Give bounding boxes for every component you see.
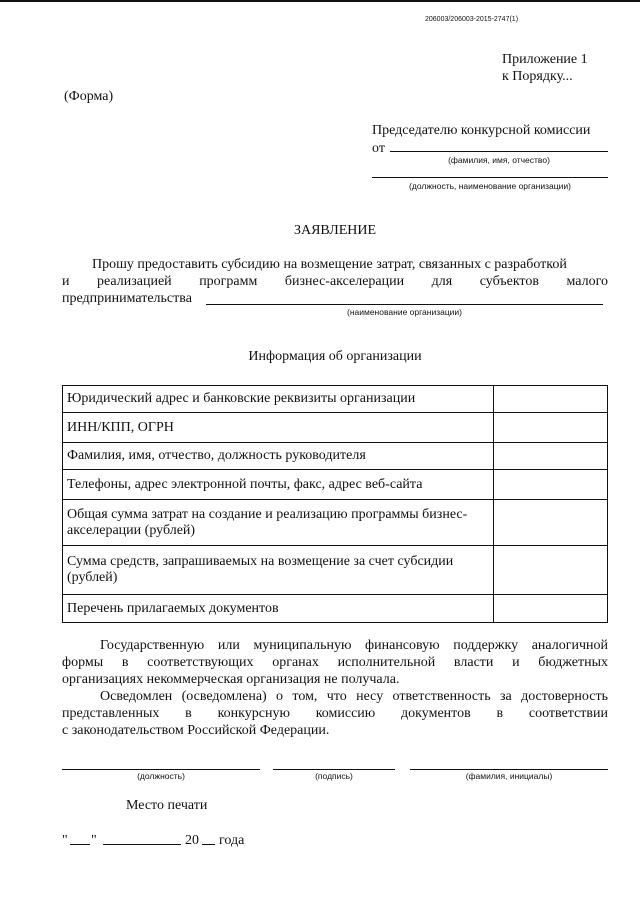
date-quote-close: " (91, 833, 97, 848)
appendix-line-2: к Порядку... (502, 69, 573, 84)
organization-field-line (206, 289, 603, 305)
organization-caption: (наименование организации) (346, 307, 463, 317)
table-row (63, 500, 608, 546)
row-label-documents-list: Перечень прилагаемых документов (63, 595, 494, 623)
date-year-prefix: 20 (185, 833, 199, 848)
row-label-contacts: Телефоны, адрес электронной почты, факс, адрес веб-сайта (63, 470, 494, 500)
document-heading: ЗАЯВЛЕНИЕ (293, 223, 377, 238)
row-label-total-costs: Общая сумма затрат на создание и реализацию программы бизнес-акселерации (рублей) (63, 500, 494, 546)
request-line-3: предпринимательства (62, 291, 192, 306)
statement1-line-2: формы в соответствующих органах исполнительной власти и бюджетных (62, 655, 608, 670)
date-year-line (202, 831, 215, 845)
document-id: 206003/206003-2015-2747(1) (425, 16, 519, 23)
position-field-line (372, 165, 608, 178)
top-border (0, 0, 640, 2)
position-signature-caption: (должность) (137, 771, 185, 781)
table-row (63, 470, 608, 500)
table-row (63, 443, 608, 470)
appendix-line-1: Приложение 1 (502, 52, 588, 67)
row-value-cell[interactable] (494, 386, 608, 413)
name-signature-caption: (фамилия, инициалы) (465, 771, 553, 781)
row-label-director: Фамилия, имя, отчество, должность руководителя (63, 443, 494, 470)
info-title: Информация об организации (248, 349, 422, 364)
row-label-inn-kpp: ИНН/КПП, ОГРН (63, 413, 494, 443)
date-year-suffix: года (219, 833, 245, 848)
date-month-line (103, 831, 181, 845)
row-value-cell[interactable] (494, 443, 608, 470)
signature-name-line (410, 757, 608, 770)
table-row (63, 546, 608, 595)
signature-position-line (62, 757, 260, 770)
form-label: (Форма) (64, 89, 114, 104)
row-value-cell[interactable] (494, 546, 608, 595)
table-row (63, 386, 608, 413)
fio-field-line (390, 139, 608, 152)
row-value-cell[interactable] (494, 413, 608, 443)
row-label-subsidy-amount: Сумма средств, запрашиваемых на возмещение за счет субсидии (рублей) (63, 546, 494, 595)
row-value-cell[interactable] (494, 500, 608, 546)
stamp-place-label: Место печати (126, 798, 208, 813)
from-label: от (372, 141, 385, 156)
statement2-line-3: с законодательством Российской Федерации. (62, 723, 330, 738)
table-row (63, 595, 608, 623)
addressee-title: Председателю конкурсной комиссии (372, 123, 591, 138)
statement2-line-1: Осведомлен (осведомлена) о том, что несу ответственность за достоверность (100, 689, 608, 704)
date-quote-open: " (62, 833, 68, 848)
statement2-line-2: представленных в конкурсную комиссию документов в соответствии (62, 706, 608, 721)
statement1-line-3: организациях некоммерческая организация не получала. (62, 672, 400, 687)
info-table (62, 385, 608, 623)
position-caption: (должность, наименование организации) (409, 181, 571, 191)
statement1-line-1: Государственную или муниципальную финансовую поддержку аналогичной (100, 638, 608, 653)
date-day-line (70, 831, 90, 845)
request-line-2: и реализацией программ бизнес-акселерации для субъектов малого (62, 274, 608, 289)
row-value-cell[interactable] (494, 470, 608, 500)
row-value-cell[interactable] (494, 595, 608, 623)
request-line-1: Прошу предоставить субсидию на возмещение затрат, связанных с разработкой (92, 257, 567, 272)
signature-caption: (подпись) (315, 771, 353, 781)
signature-line (273, 757, 395, 770)
table-row (63, 413, 608, 443)
row-label-legal-address: Юридический адрес и банковские реквизиты организации (63, 386, 494, 413)
fio-caption: (фамилия, имя, отчество) (448, 155, 550, 165)
